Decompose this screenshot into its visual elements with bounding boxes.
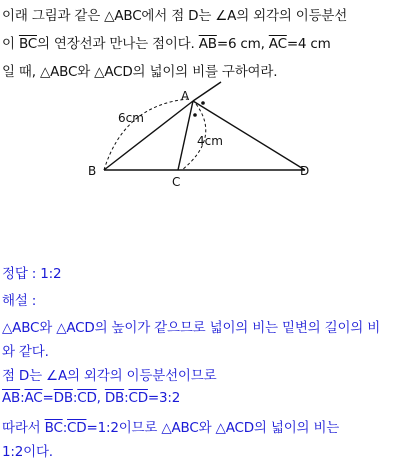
equals-sign: = — [42, 390, 54, 406]
segment-db: $\overline{DB}$ — [53, 390, 73, 406]
label-a: A — [181, 89, 190, 103]
ratio-colon: : — [20, 390, 25, 406]
problem-line-3: 일 때, △ABC와 △ACD의 넓이의 비를 구하여라. — [2, 64, 278, 80]
segment-ab-2: $\overline{AB}$ — [2, 390, 21, 406]
label-6cm: 6cm — [118, 111, 144, 125]
segment-ab: $\overline{AB}$ — [198, 36, 217, 52]
explanation-line-3: 점 D는 ∠A의 외각의 이등분선이므로 — [2, 368, 217, 384]
segment-db-2: $\overline{DB}$ — [104, 390, 125, 406]
segment-bc: $\overline{BC}$ — [18, 36, 37, 52]
problem-line-2-pre: 이 — [2, 36, 19, 52]
label-d: D — [300, 164, 310, 178]
label-c: C — [172, 175, 181, 189]
segment-cd: $\overline{CD}$ — [77, 390, 97, 406]
explanation-line-4 — [2, 390, 180, 406]
ratio-colon: : — [72, 390, 78, 406]
angle-mark-inner — [193, 113, 197, 117]
conclusion-post: =1:2이므로 △ABC와 △ACD의 넓이의 비는 — [86, 420, 340, 436]
label-b: B — [88, 164, 97, 178]
explanation-heading: 해설 : — [2, 293, 37, 309]
explanation-line-5 — [2, 416, 339, 436]
ratio-colon: : — [124, 390, 129, 406]
label-4cm: 4cm — [197, 134, 223, 148]
segment-ac-2: $\overline{AC}$ — [24, 390, 43, 406]
ratio-colon: : — [62, 420, 68, 436]
problem-line-1: 이래 그림과 같은 △ABC에서 점 D는 ∠A의 외각의 이등분선 — [2, 8, 348, 24]
ratio-value: =3:2 — [147, 390, 181, 406]
segment-cd-2: $\overline{CD}$ — [128, 390, 148, 406]
ac-value: =4 cm — [286, 36, 331, 52]
segment-ac: $\overline{AC}$ — [268, 36, 287, 52]
problem-line-2-mid: 의 연장선과 만나는 점이다. — [37, 36, 199, 52]
comma: , — [96, 390, 105, 406]
explanation-line-2: 와 같다. — [2, 344, 49, 360]
triangle-figure — [0, 0, 400, 200]
explanation-line-1: △ABC와 △ACD의 높이가 같으므로 넓이의 비는 밑변의 길이의 비 — [2, 320, 381, 336]
answer-line: 정답 : 1:2 — [2, 266, 62, 282]
segment-cd-3: $\overline{CD}$ — [67, 420, 87, 436]
segment-bc-2: $\overline{BC}$ — [44, 420, 63, 436]
angle-mark-outer — [201, 101, 205, 105]
explanation-line-6: 1:2이다. — [2, 444, 53, 460]
ab-value: =6 cm, — [216, 36, 269, 52]
line-ba-extension — [193, 82, 221, 101]
conclusion-pre: 따라서 — [2, 420, 45, 436]
